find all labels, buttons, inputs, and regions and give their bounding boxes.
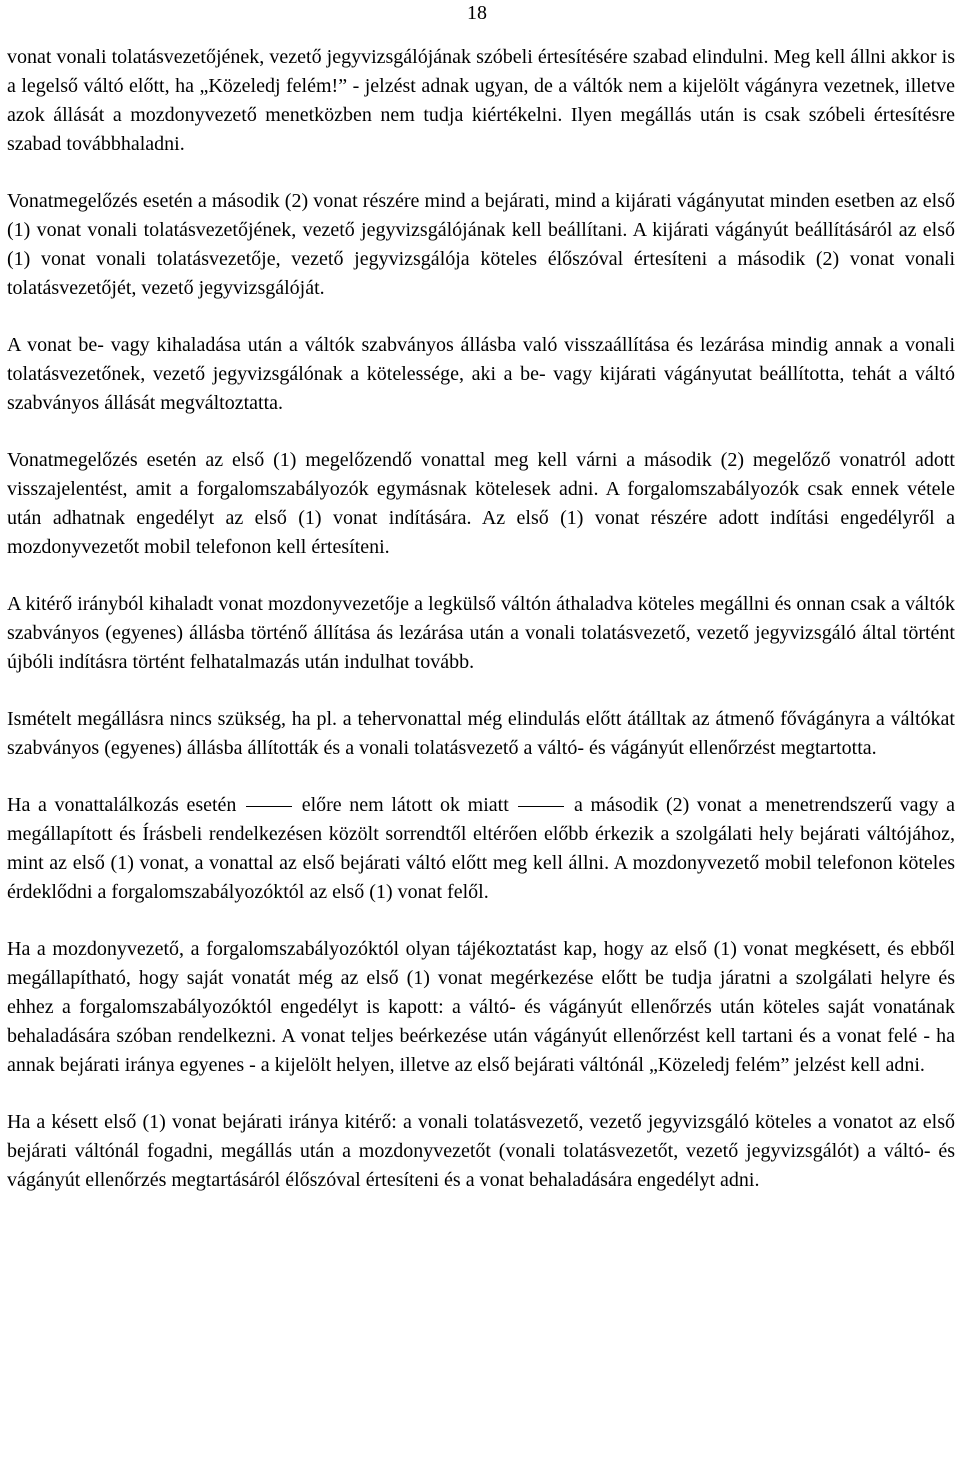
paragraph-1: vonat vonali tolatásvezetőjének, vezető jegyvizsgálójának szóbeli értesítésére szabad elindulni. Meg kell állni akkor is a legelső váltó előtt, ha „Közeledj felém!” - jelzést adnak ugyan, de a váltók nem a kijelölt vágányra vezetnek, illetve azok állását a mozdonyvezető menetközben nem tudja kiértékelni. Ilyen megállás után is csak szóbeli értesítésre szabad továbbhaladni. (7, 46, 955, 155)
paragraph-7-part-3: a második (2) vonat a menetrendszerű vagy a megállapított és Írásbeli rendelkezésen közölt sorrendtől eltérően előbb érkezik a szolgálati hely bejárati váltójához, mint az első (1) vonat, a vonattal az első bejárati váltó előtt meg kell állni. A mozdonyvezető mobil telefonon köteles érdeklődni a forgalomszabályozóktól az első (1) vonat felől. (7, 794, 956, 903)
em-dash-rule-2 (518, 806, 564, 807)
paragraph-7-part-1: Ha a vonattalálkozás esetén (7, 794, 237, 816)
paragraph-2: Vonatmegelőzés esetén a második (2) vonat részére mind a bejárati, mind a kijárati vágányutat minden esetben az első (1) vonat vonali tolatásvezetőjének, vezető jegyvizsgálójának kell beállítani. A kijárati vágányút beállításáról az első (1) vonat vonali tolatásvezetője, vezető jegyvizsgálója köteles élőszóval értesíteni a második (2) vonat vonali tolatásvezetőjét, vezető jegyvizsgálóját. (7, 190, 955, 299)
em-dash-rule-1 (246, 806, 292, 807)
paragraph-8: Ha a mozdonyvezető, a forgalomszabályozóktól olyan tájékoztatást kap, hogy az első (1) vonat megkésett, és ebből megállapítható, hogy saját vonatát még az első (1) vonat megérkezése előtt be tudja járatni a szolgálati helyre és ehhez a forgalomszabályozóktól engedélyt is kapott: a váltó- és vágányút ellenőrzés után köteles saját vonatának behaladására szóban rendelkezni. A vonat teljes beérkezése után vágányút ellenőrzést kell tartani és a vonat felé - ha annak bejárati iránya egyenes - a kijelölt helyen, illetve az első bejárati váltónál „Közeledj felém” jelzést kell adni. (7, 938, 955, 1076)
paragraph-9: Ha a késett első (1) vonat bejárati iránya kitérő: a vonali tolatásvezető, vezető jegyvizsgáló köteles a vonatot az első bejárati váltónál fogadni, megállás után a mozdonyvezetőt (vonali tolatásvezetőt, vezető jegyvizsgálót) a váltó- és vágányút ellenőrzés megtartásáról élőszóval értesíteni és a vonat behaladására engedélyt adni. (7, 1111, 955, 1191)
paragraph-7 (7, 791, 955, 907)
paragraph-4: Vonatmegelőzés esetén az első (1) megelőzendő vonattal meg kell várni a második (2) megelőző vonatról adott visszajelentést, amit a forgalomszabályozók egymásnak kötelesek adni. A forgalomszabályozók csak ennek vétele után adhatnak engedélyt az első (1) vonat indítására. Az első (1) vonat részére adott indítási engedélyről a mozdonyvezetőt mobil telefonon kell értesíteni. (7, 449, 955, 558)
paragraph-6: Ismételt megállásra nincs szükség, ha pl. a tehervonattal még elindulás előtt átálltak az átmenő fővágányra a váltókat szabványos (egyenes) állásba állították és a vonali tolatásvezető a váltó- és vágányút ellenőrzést megtartotta. (7, 708, 955, 759)
page-number: 18 (467, 2, 487, 24)
paragraph-3: A vonat be- vagy kihaladása után a váltók szabványos állásba való visszaállítása és lezárása mindig annak a vonali tolatásvezetőnek, vezető jegyvizsgálónak a kötelessége, aki a be- vagy kijárati vágányutat beállította, tehát a váltó szabványos állását megváltoztatta. (7, 334, 955, 414)
document-body (7, 43, 955, 1223)
paragraph-5: A kitérő irányból kihaladt vonat mozdonyvezetője a legkülső váltón áthaladva köteles megállni és onnan csak a váltók szabványos (egyenes) állásba történő állítása ás lezárása után a vonali tolatásvezető, vezető jegyvizsgáló által történt újbóli indításra történt felhatalmazás után indulhat tovább. (7, 593, 955, 673)
paragraph-7-part-2: előre nem látott ok miatt (301, 794, 509, 816)
